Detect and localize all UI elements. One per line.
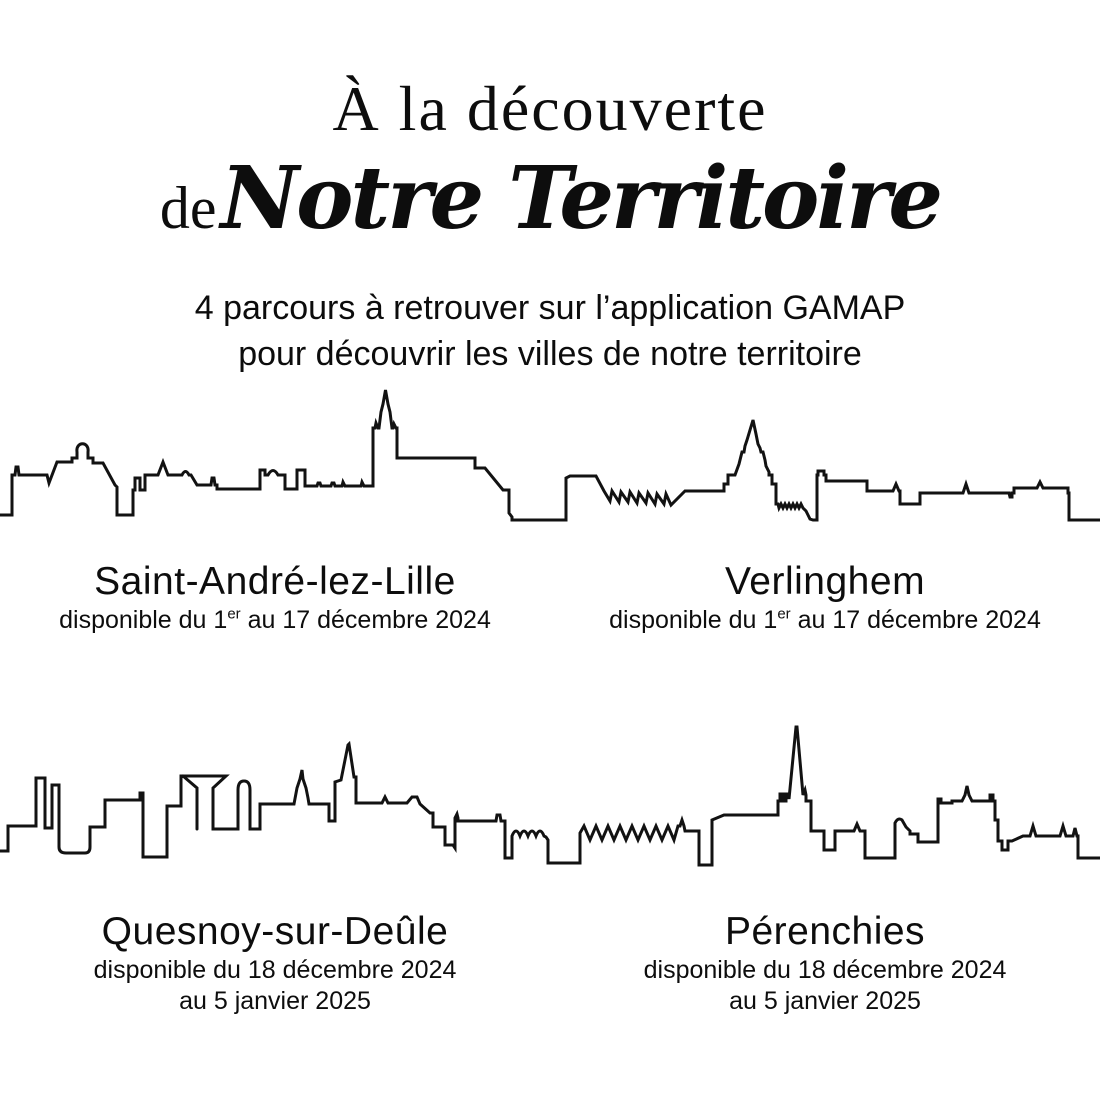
city-block-saint-andre	[0, 561, 550, 634]
subtitle-line1: 4 parcours à retrouver sur l’application GAMAP	[194, 289, 906, 327]
skyline-bottom-path	[0, 727, 1100, 865]
availability-quesnoy-line1: disponible du 18 décembre 2024	[93, 956, 457, 984]
availability-suffix: au 17 décembre 2024	[790, 606, 1041, 634]
skyline-top-illustration	[0, 386, 1100, 534]
title-script: Notre Territoire	[220, 148, 941, 249]
availability-prefix: disponible du 1	[59, 606, 228, 634]
availability-perenchies-line2: au 5 janvier 2025	[729, 987, 921, 1015]
availability-superscript: er	[227, 605, 241, 623]
subtitle-line2: pour découvrir les villes de notre territoire	[238, 335, 862, 373]
availability-saint-andre	[0, 606, 550, 634]
city-name-saint-andre-lez-lille: Saint-André-lez-Lille	[94, 560, 456, 603]
availability-prefix: disponible du 1	[609, 606, 778, 634]
title-line1: À la découverte	[332, 73, 768, 144]
availability-superscript: er	[777, 605, 791, 623]
subtitle	[0, 285, 1100, 377]
availability-perenchies-line1: disponible du 18 décembre 2024	[643, 956, 1007, 984]
skyline-top-path	[0, 390, 1100, 520]
city-block-verlinghem	[550, 561, 1100, 634]
title-de-prefix: de	[159, 175, 217, 241]
city-name-perenchies: Pérenchies	[724, 910, 926, 953]
title-line2	[0, 148, 1100, 249]
city-name-quesnoy-sur-deule: Quesnoy-sur-Deûle	[101, 910, 449, 953]
availability-quesnoy-line2: au 5 janvier 2025	[179, 987, 371, 1015]
skyline-bottom-illustration	[0, 708, 1100, 884]
availability-verlinghem	[550, 606, 1100, 634]
city-name-verlinghem: Verlinghem	[724, 560, 926, 603]
availability-suffix: au 17 décembre 2024	[240, 606, 491, 634]
city-block-quesnoy	[0, 911, 550, 1015]
city-block-perenchies	[550, 911, 1100, 1015]
